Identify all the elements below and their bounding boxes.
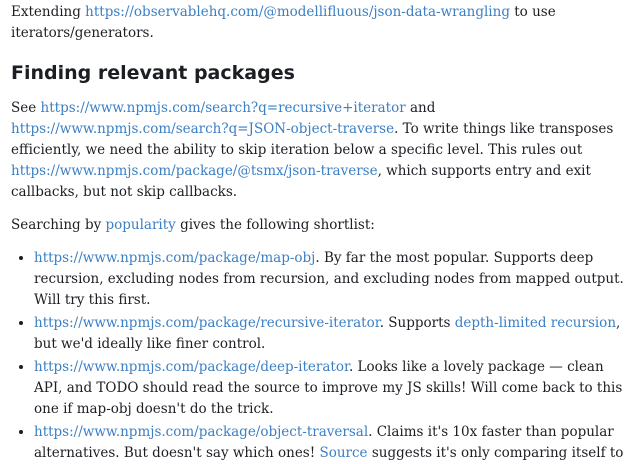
- object-traversal-link[interactable]: https://www.npmjs.com/package/object-traversal: [34, 424, 369, 440]
- depth-limited-recursion-link[interactable]: depth-limited recursion: [454, 315, 617, 331]
- list-item: [34, 313, 636, 355]
- map-obj-description: . By far the most popular. Supports deep recursion, excluding nodes from recursion, and excluding nodes from mapped output. Will try this first.: [34, 250, 624, 308]
- intro-paragraph: [11, 2, 636, 44]
- list-item: [34, 248, 636, 311]
- popularity-link[interactable]: popularity: [105, 217, 176, 233]
- source-link[interactable]: Source: [319, 445, 368, 461]
- map-obj-link[interactable]: https://www.npmjs.com/package/map-obj: [34, 250, 316, 266]
- text-span: . Supports: [379, 315, 455, 331]
- list-item: [34, 357, 636, 420]
- search-paragraph: [11, 98, 636, 203]
- tsmx-json-traverse-link[interactable]: https://www.npmjs.com/package/@tsmx/json-traverse: [11, 163, 378, 179]
- list-item: [34, 422, 636, 464]
- text-span: . Claims it's 10x faster than popular alternatives. But doesn't say which ones!: [34, 424, 614, 461]
- section-heading: Finding relevant packages: [11, 62, 295, 84]
- deep-iterator-description: . Looks like a lovely package — clean API, and TODO should read the source to improve my JS skills! Will come back to this one if map-obj doesn't do the trick.: [34, 359, 623, 417]
- text-span: , which supports entry and exit callbacks, but not skip callbacks.: [11, 163, 591, 200]
- intro-text-post: to use iterators/generators.: [11, 4, 556, 41]
- json-object-traverse-search-link[interactable]: https://www.npmjs.com/search?q=JSON-object-traverse: [11, 121, 395, 137]
- deep-iterator-link[interactable]: https://www.npmjs.com/package/deep-iterator: [34, 359, 349, 375]
- text-span: Searching by: [11, 217, 106, 233]
- recursive-iterator-search-link[interactable]: https://www.npmjs.com/search?q=recursive+iterator: [40, 100, 406, 116]
- json-data-wrangling-link[interactable]: https://observablehq.com/@modellifluous/json-data-wrangling: [85, 4, 510, 20]
- text-span: See: [11, 100, 41, 116]
- text-span: suggests it's only comparing itself to: [367, 445, 624, 461]
- shortlist: [11, 248, 636, 464]
- text-span: . To write things like transposes efficiently, we need the ability to skip iteration below a specific level. This rules out: [11, 121, 614, 158]
- recursive-iterator-link[interactable]: https://www.npmjs.com/package/recursive-iterator: [34, 315, 380, 331]
- text-span: gives the following shortlist:: [175, 217, 375, 233]
- text-span: , but we'd ideally like finer control.: [34, 315, 621, 352]
- text-span: and: [405, 100, 436, 116]
- intro-text-pre: Extending: [11, 4, 86, 20]
- shortlist-intro-paragraph: [11, 215, 636, 236]
